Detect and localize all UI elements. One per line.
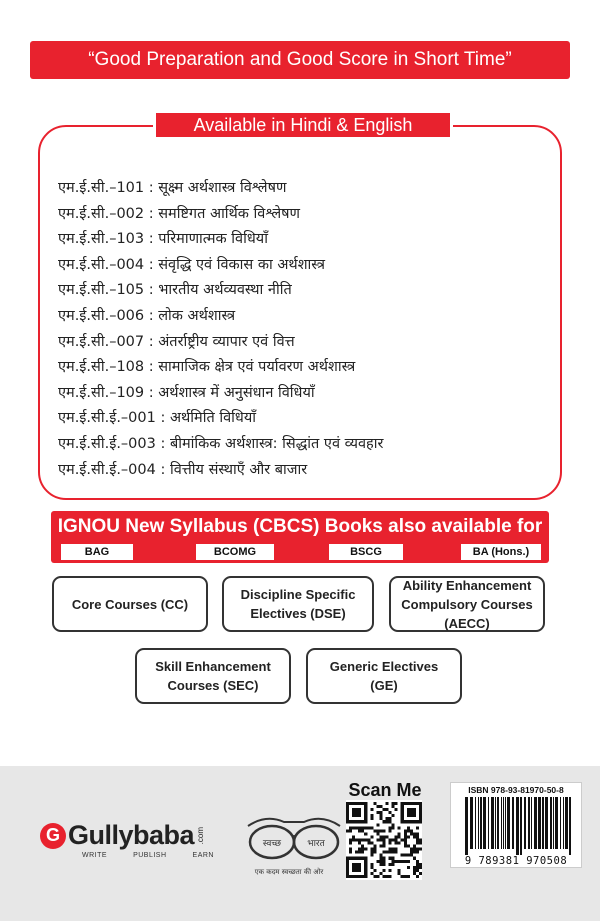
list-item: एम.ई.सी.–002 : समष्टिगत आर्थिक विश्लेषण bbox=[58, 205, 301, 222]
course-list bbox=[58, 176, 383, 483]
swachh-right-label: भारत bbox=[307, 839, 325, 849]
scan-label: Scan Me bbox=[348, 780, 422, 800]
category-dse: Discipline Specific Electives (DSE) bbox=[222, 576, 374, 632]
category-aecc: Ability Enhancement Compulsory Courses (AECC) bbox=[389, 576, 545, 632]
program-badge-bcomg: BCOMG bbox=[196, 544, 274, 560]
category-core-courses: Core Courses (CC) bbox=[52, 576, 208, 632]
list-item: एम.ई.सी.–108 : सामाजिक क्षेत्र एवं पर्यावरण अर्थशास्त्र bbox=[58, 359, 356, 376]
availability-label: Available in Hindi & English bbox=[153, 110, 453, 140]
swachh-caption: एक कदम स्वच्छता की ओर bbox=[254, 868, 324, 876]
list-item: एम.ई.सी.–006 : लोक अर्थशास्त्र bbox=[58, 307, 236, 324]
cbcs-title: IGNOU New Syllabus (CBCS) Books also available for bbox=[57, 516, 543, 537]
list-item: एम.ई.सी.–109 : अर्थशास्त्र में अनुसंधान विधियाँ bbox=[58, 384, 315, 401]
list-item: एम.ई.सी.ई.–001 : अर्थमिति विधियाँ bbox=[58, 410, 257, 427]
program-badge-bscg: BSCG bbox=[329, 544, 403, 560]
category-ge: Generic Electives (GE) bbox=[306, 648, 462, 704]
slogan-word: EARN bbox=[192, 852, 214, 859]
gullybaba-logo bbox=[40, 820, 205, 851]
list-item: एम.ई.सी.–007 : अंतर्राष्ट्रीय व्यापार एवं वित्त bbox=[58, 333, 295, 350]
program-badge-ba-hons: BA (Hons.) bbox=[461, 544, 541, 560]
list-item: एम.ई.सी.ई.–004 : वित्तीय संस्थाएँ और बाजार bbox=[58, 461, 308, 478]
logo-name: Gullybaba bbox=[68, 820, 195, 850]
swachh-bharat-glasses-icon bbox=[244, 812, 344, 868]
list-item: एम.ई.सी.–103 : परिमाणात्मक विधियाँ bbox=[58, 231, 268, 248]
slogan-word: PUBLISH bbox=[133, 852, 167, 859]
list-item: एम.ई.सी.ई.–003 : बीमांकिक अर्थशास्त्र: सिद्धांत एवं व्यवहार bbox=[58, 435, 384, 452]
cbcs-banner bbox=[51, 511, 549, 563]
logo-suffix: .com bbox=[196, 826, 206, 845]
isbn-box bbox=[450, 782, 582, 868]
barcode-digits: 9 789381 970508 bbox=[464, 855, 568, 867]
barcode-icon bbox=[461, 797, 577, 855]
list-item: एम.ई.सी.–004 : संवृद्धि एवं विकास का अर्थशास्त्र bbox=[58, 256, 325, 273]
program-badge-bag: BAG bbox=[61, 544, 133, 560]
slogan-word: WRITE bbox=[82, 852, 108, 859]
category-sec: Skill Enhancement Courses (SEC) bbox=[135, 648, 291, 704]
qr-code-icon[interactable] bbox=[346, 800, 422, 880]
isbn-text: ISBN 978-93-81970-50-8 bbox=[468, 785, 564, 795]
list-item: एम.ई.सी.–105 : भारतीय अर्थव्यवस्था नीति bbox=[58, 282, 292, 299]
swachh-left-label: स्वच्छ bbox=[262, 839, 282, 849]
list-item: एम.ई.सी.–101 : सूक्ष्म अर्थशास्त्र विश्लेषण bbox=[58, 180, 287, 196]
tagline-banner: “Good Preparation and Good Score in Short Time” bbox=[30, 41, 570, 79]
logo-g-icon: G bbox=[40, 823, 66, 849]
logo-slogan bbox=[82, 852, 214, 859]
